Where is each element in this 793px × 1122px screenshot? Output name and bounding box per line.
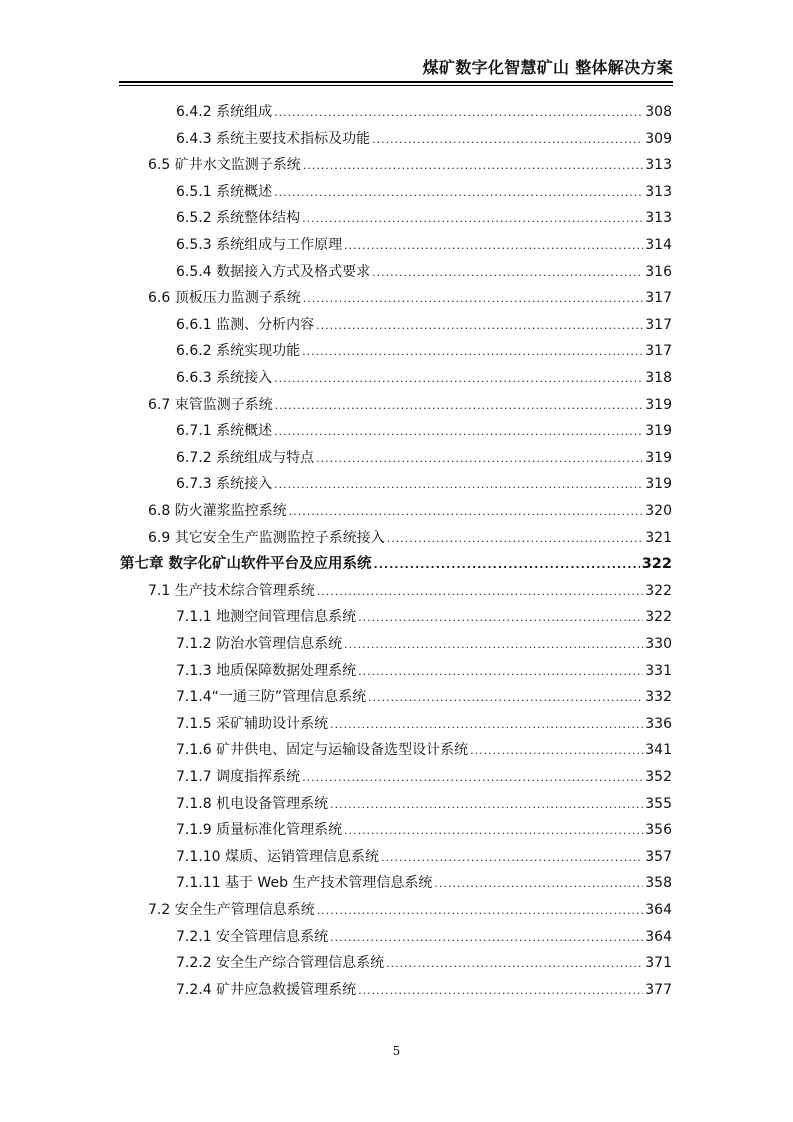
- page-number: 5: [392, 1044, 401, 1058]
- toc-entry-title: 6.6.3 系统接入: [176, 370, 273, 386]
- toc-entry-title: 6.9 其它安全生产监测监控子系统接入: [148, 529, 385, 546]
- toc-entry[interactable]: [176, 791, 672, 817]
- toc-leader-dots: [344, 818, 643, 844]
- toc-entry-title: 7.1.6 矿井供电、固定与运输设备选型设计系统: [176, 742, 469, 759]
- toc-leader-dots: [434, 871, 643, 897]
- toc-leader-dots: [344, 632, 643, 658]
- toc-entry[interactable]: [176, 126, 672, 152]
- toc-entry-title: 6.5.1 系统概述: [176, 183, 273, 200]
- toc-entry-page: 352: [645, 769, 672, 785]
- toc-entry-page: 341: [645, 742, 672, 759]
- toc-leader-dots: [316, 446, 643, 472]
- toc-leader-dots: [302, 765, 643, 791]
- toc-entry-page: 319: [645, 449, 672, 466]
- toc-entry-page: 319: [645, 396, 672, 413]
- toc-entry-page: 322: [645, 582, 672, 599]
- toc-entry[interactable]: [176, 604, 672, 630]
- toc-entry-page: 331: [645, 662, 672, 679]
- toc-leader-dots: [372, 260, 643, 286]
- toc-leader-dots: [358, 605, 643, 631]
- toc-entry[interactable]: [176, 205, 672, 231]
- toc-entry-page: 316: [645, 263, 672, 280]
- toc-leader-dots: [317, 579, 644, 605]
- toc-entry-page: 330: [645, 636, 672, 652]
- toc-leader-dots: [274, 472, 643, 498]
- toc-leader-dots: [358, 978, 643, 1004]
- toc-entry-title: 6.5 矿井水文监测子系统: [148, 157, 301, 174]
- toc-entry-title: 7.2 安全生产管理信息系统: [148, 902, 315, 918]
- toc-entry-title: 6.7 束管监测子系统: [148, 396, 273, 413]
- toc-entry-page: 318: [645, 370, 672, 386]
- toc-entry-title: 7.1.4“一通三防”管理信息系统: [176, 689, 367, 706]
- toc-leader-dots: [470, 738, 643, 764]
- toc-entry-title: 7.1 生产技术综合管理系统: [148, 582, 315, 599]
- toc-entry-title: 7.1.3 地质保障数据处理系统: [176, 662, 357, 679]
- toc-entry-title: 7.1.7 调度指挥系统: [176, 769, 301, 785]
- toc-entry-title: 6.4.3 系统主要技术指标及功能: [176, 130, 371, 147]
- toc-entry-page: 317: [645, 343, 672, 360]
- toc-leader-dots: [303, 153, 644, 179]
- toc-entry-title: 7.1.2 防治水管理信息系统: [176, 636, 343, 652]
- toc-leader-dots: [330, 925, 643, 951]
- toc-entry-page: 371: [645, 955, 672, 972]
- toc-entry-page: 322: [641, 556, 672, 573]
- toc-entry-page: 364: [645, 928, 672, 945]
- toc-entry[interactable]: [176, 259, 672, 285]
- toc-entry-title: 6.4.2 系统组成: [176, 104, 273, 120]
- toc-leader-dots: [358, 659, 643, 685]
- toc-entry-title: 6.7.2 系统组成与特点: [176, 449, 315, 466]
- toc-entry[interactable]: [176, 365, 672, 391]
- toc-entry[interactable]: [176, 924, 672, 950]
- toc-leader-dots: [372, 127, 643, 153]
- toc-entry-page: 313: [645, 210, 672, 227]
- toc-entry[interactable]: [148, 578, 672, 604]
- toc-entry-title: 7.1.1 地测空间管理信息系统: [176, 609, 357, 626]
- header-rule-thick: [119, 81, 673, 83]
- toc-entry-title: 7.1.5 采矿辅助设计系统: [176, 715, 329, 732]
- toc-entry-title: 7.2.4 矿井应急救援管理系统: [176, 981, 357, 998]
- toc-entry[interactable]: [148, 498, 672, 524]
- toc-entry[interactable]: [176, 312, 672, 338]
- toc-entry-title: 7.1.10 煤质、运销管理信息系统: [176, 848, 379, 865]
- toc-entry-page: 336: [645, 715, 672, 732]
- toc-entry-page: 356: [645, 822, 672, 839]
- toc-entry-page: 319: [645, 476, 672, 493]
- toc-entry[interactable]: [176, 179, 672, 205]
- toc-entry[interactable]: [176, 764, 672, 790]
- toc-entry[interactable]: [176, 631, 672, 657]
- toc-entry-page: 309: [645, 130, 672, 147]
- toc-leader-dots: [274, 100, 643, 126]
- toc-leader-dots: [387, 526, 644, 552]
- toc-entry-page: 320: [645, 503, 672, 519]
- toc-leader-dots: [274, 366, 643, 392]
- toc-entry-page: 358: [645, 875, 672, 892]
- toc-entry-page: 357: [645, 848, 672, 865]
- toc-entry-page: 377: [645, 981, 672, 998]
- toc-entry[interactable]: [176, 445, 672, 471]
- toc-entry[interactable]: [176, 737, 672, 763]
- toc-entry[interactable]: [148, 392, 672, 418]
- toc-leader-dots: [330, 712, 643, 738]
- toc-entry[interactable]: [176, 418, 672, 444]
- toc-leader-dots: [274, 419, 643, 445]
- toc-leader-dots: [303, 286, 644, 312]
- toc-entry-title: 7.1.8 机电设备管理系统: [176, 795, 329, 812]
- toc-entry-title: 6.6 顶板压力监测子系统: [148, 290, 301, 307]
- toc-leader-dots: [274, 180, 643, 206]
- toc-leader-dots: [330, 792, 643, 818]
- toc-entry-title: 7.1.9 质量标准化管理系统: [176, 822, 343, 839]
- toc-entry-page: 314: [645, 237, 672, 253]
- toc-leader-dots: [374, 552, 640, 578]
- running-header: 煤矿数字化智慧矿山 整体解决方案: [422, 58, 673, 77]
- toc-entry-page: 317: [645, 316, 672, 333]
- toc-leader-dots: [302, 339, 643, 365]
- toc-entry-page: 308: [645, 104, 672, 120]
- toc-entry[interactable]: [176, 977, 672, 1003]
- toc-entry-title: 7.2.2 安全生产综合管理信息系统: [176, 955, 385, 972]
- toc-entry[interactable]: [176, 658, 672, 684]
- toc-entry-page: 322: [645, 609, 672, 626]
- toc-leader-dots: [289, 499, 644, 525]
- toc-entry-title: 第七章 数字化矿山软件平台及应用系统: [120, 556, 372, 573]
- toc-entry-title: 6.5.4 数据接入方式及格式要求: [176, 263, 371, 280]
- toc-leader-dots: [381, 845, 643, 871]
- toc-entry-title: 7.1.11 基于 Web 生产技术管理信息系统: [176, 875, 433, 892]
- toc-entry-page: 321: [645, 529, 672, 546]
- toc-entry[interactable]: [120, 551, 672, 577]
- toc-entry-title: 6.6.1 监测、分析内容: [176, 316, 315, 333]
- toc-leader-dots: [344, 233, 643, 259]
- toc-entry-page: 313: [645, 183, 672, 200]
- toc-entry[interactable]: [176, 817, 672, 843]
- toc-entry[interactable]: [148, 152, 672, 178]
- toc-entry-title: 6.8 防火灌浆监控系统: [148, 503, 287, 519]
- toc-entry[interactable]: [176, 684, 672, 710]
- toc-entry[interactable]: [148, 525, 672, 551]
- toc-leader-dots: [275, 393, 644, 419]
- toc-entry[interactable]: [148, 897, 672, 923]
- toc-entry[interactable]: [176, 844, 672, 870]
- toc-entry-title: 6.5.2 系统整体结构: [176, 210, 301, 227]
- toc-leader-dots: [302, 206, 643, 232]
- toc-entry[interactable]: [176, 232, 672, 258]
- toc-entry-title: 6.6.2 系统实现功能: [176, 343, 301, 360]
- toc-entry-page: 332: [645, 689, 672, 706]
- toc-leader-dots: [316, 313, 643, 339]
- toc-entry-page: 364: [645, 902, 672, 918]
- toc-entry[interactable]: [176, 471, 672, 497]
- toc-entry[interactable]: [148, 285, 672, 311]
- toc-entry[interactable]: [176, 99, 672, 125]
- toc-entry-page: 355: [645, 795, 672, 812]
- toc-leader-dots: [386, 951, 643, 977]
- toc-entry-page: 313: [645, 157, 672, 174]
- toc-entry-title: 7.2.1 安全管理信息系统: [176, 928, 329, 945]
- toc-entry-title: 6.5.3 系统组成与工作原理: [176, 237, 343, 253]
- toc-entry-title: 6.7.3 系统接入: [176, 476, 273, 493]
- toc-entry-page: 319: [645, 423, 672, 440]
- toc-entry[interactable]: [176, 338, 672, 364]
- toc-entry[interactable]: [176, 870, 672, 896]
- toc-entry-page: 317: [645, 290, 672, 307]
- toc-entry[interactable]: [176, 950, 672, 976]
- toc-entry[interactable]: [176, 711, 672, 737]
- header-rule-thin: [119, 85, 673, 86]
- toc-leader-dots: [317, 898, 644, 924]
- toc-leader-dots: [368, 685, 643, 711]
- toc-entry-title: 6.7.1 系统概述: [176, 423, 273, 440]
